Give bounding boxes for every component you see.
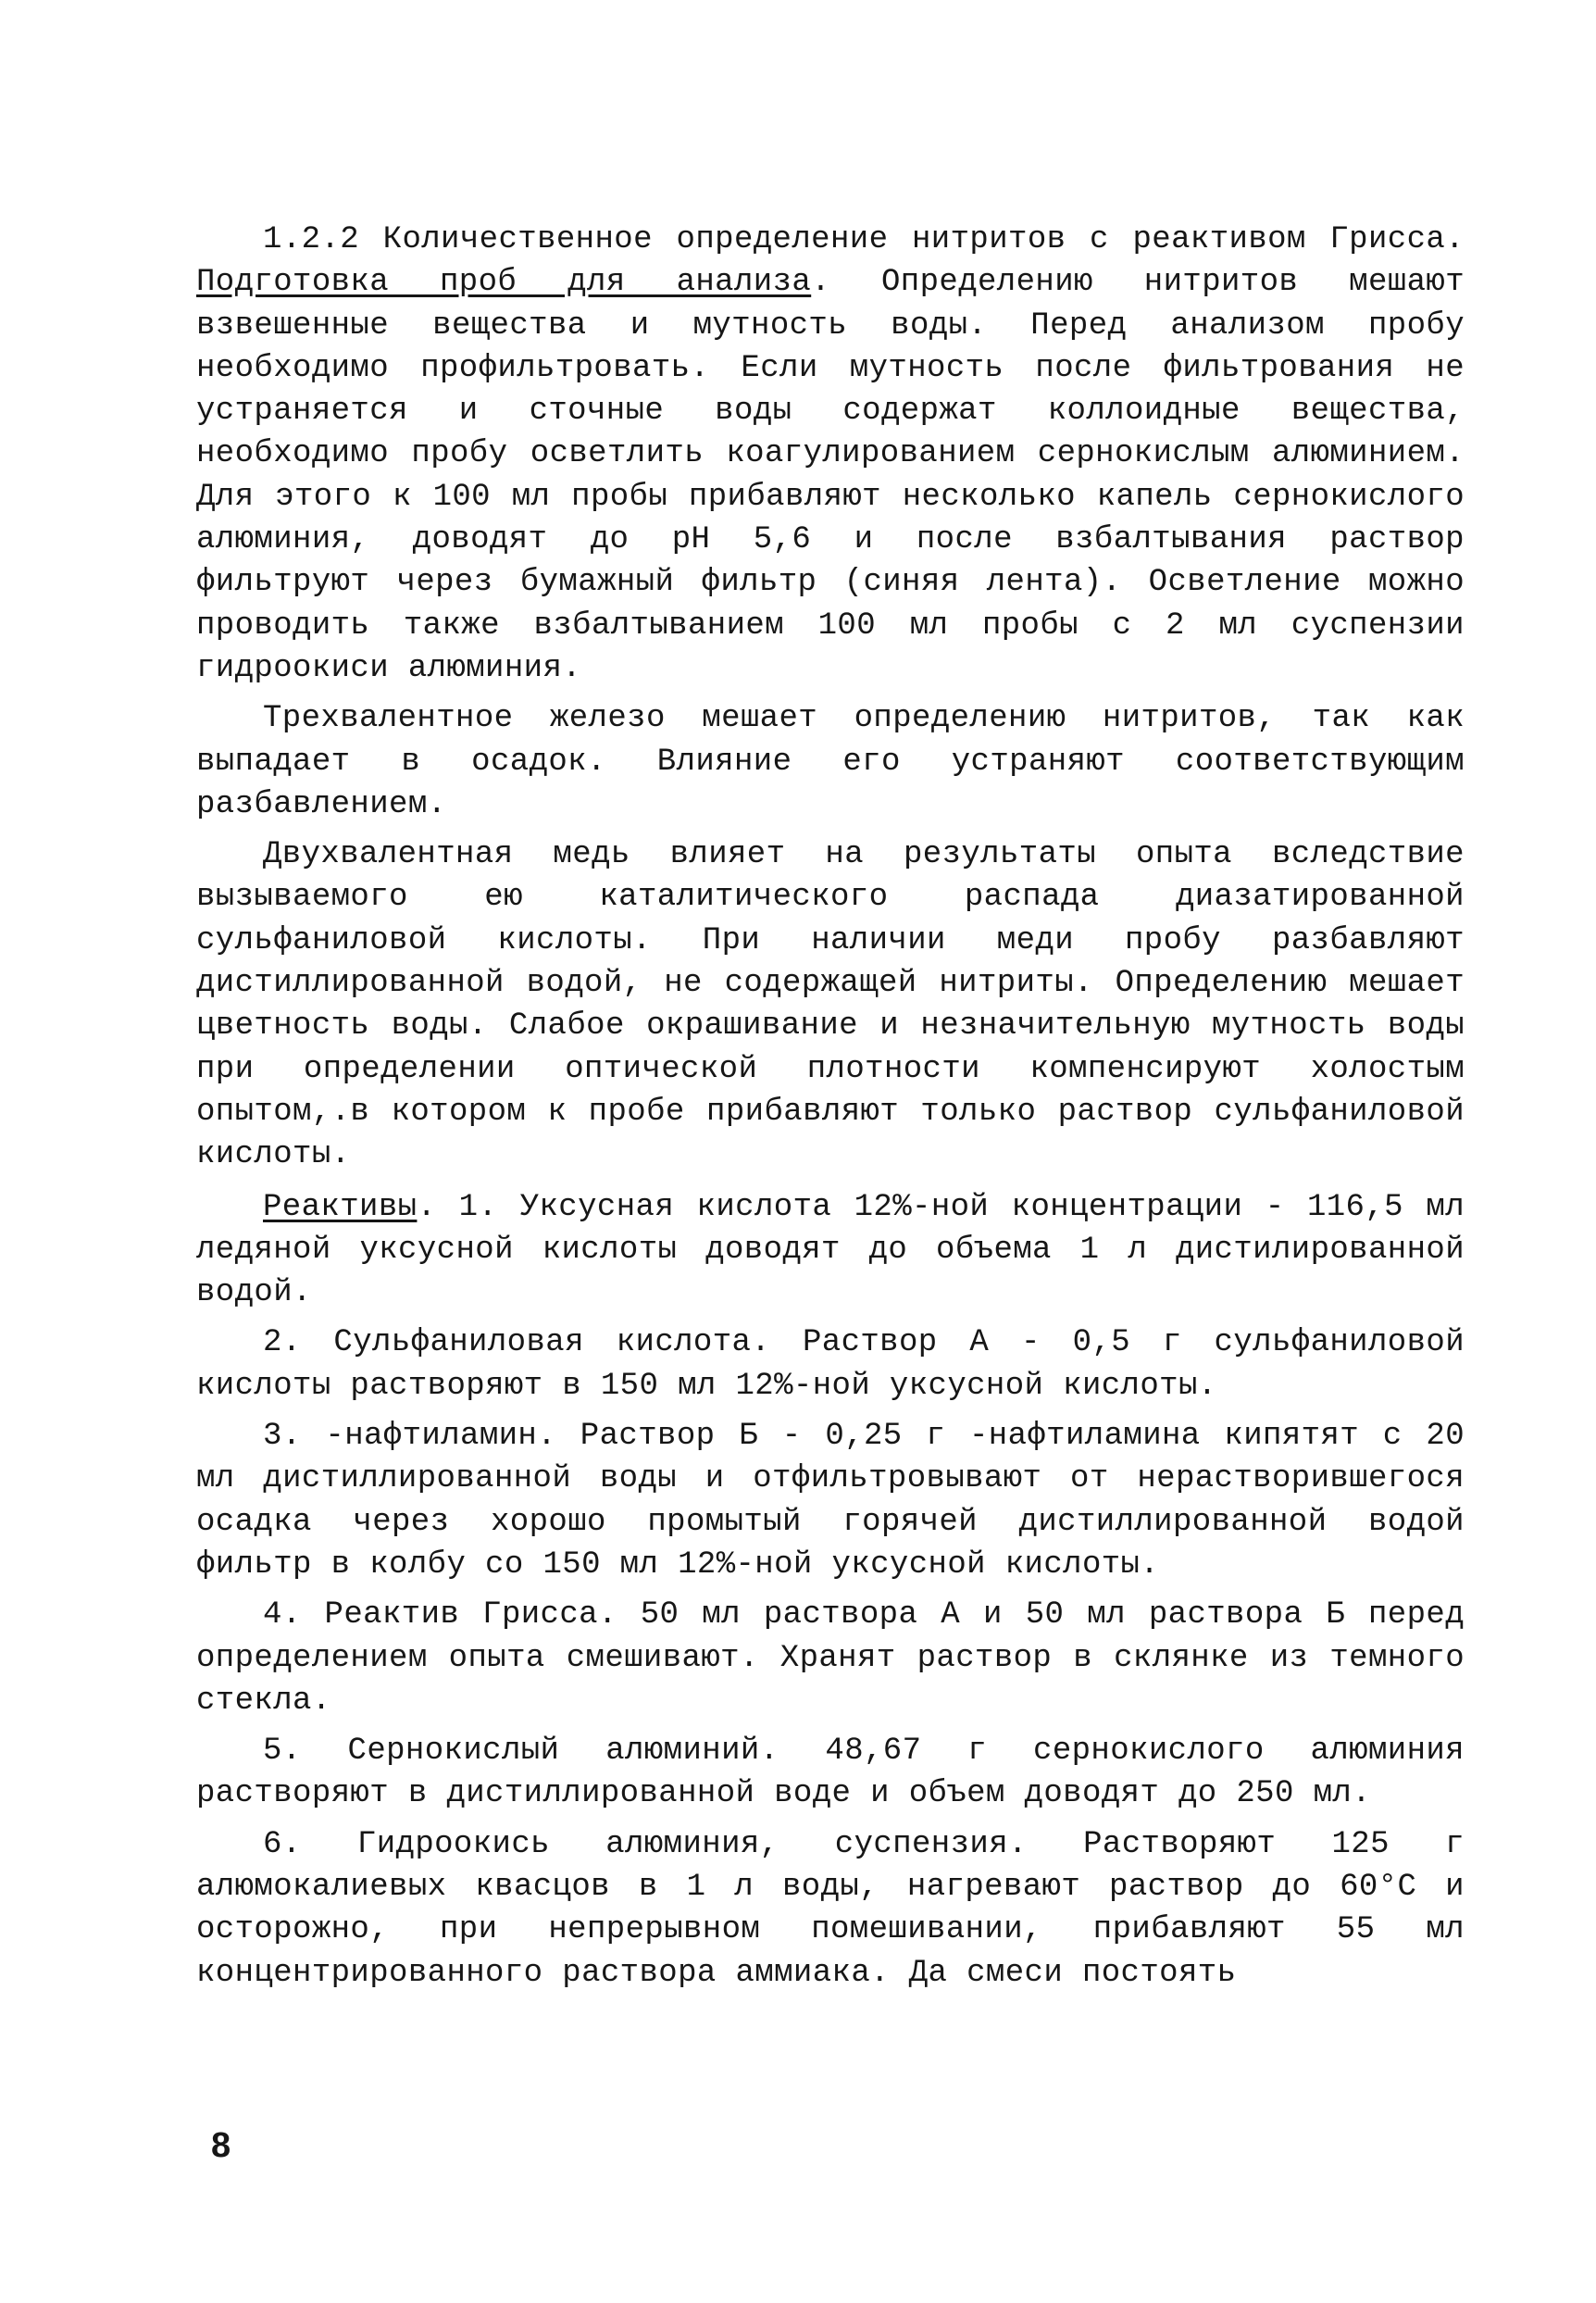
paragraph-iron-interference: Трехвалентное железо мешает определению нитритов, так как выпадает в осадок. Влияние его устраняют соответствующим разбавлением. [196,701,1465,822]
paragraph-aluminium-sulfate: 5. Сернокислый алюминий. 48,67 г сернокислого алюминия растворяют в дистиллированной воде и объем доводят до 250 мл. [196,1734,1465,1812]
paragraph-naphthylamine: 3. -нафтиламин. Раствор Б - 0,25 г -нафтиламина кипятят с 20 мл дистиллированной воды и отфильтровывают от нерастворившегося осадка через хорошо промытый горячей дистиллированной водой фильтр в колбу со 150 мл 12%-ной уксусной кислоты. [196,1419,1465,1583]
acetic-acid-text: . 1. Уксусная кислота 12%-ной концентрации - 116,5 мл ледяной уксусной кислоты доводят до объема 1 л дистилированной водой. [196,1189,1465,1311]
sample-preparation-text: . Определению нитритов мешают взвешенные вещества и мутность воды. Перед анализом пробу необходимо профильтровать. Если мутность после фильтрования не устраняется и сточные воды содержат коллоидные вещества, необходимо пробу осветлить коагулированием сернокислым алюминием. Для этого к 100 мл пробы прибавляют несколько капель сернокислого алюминия, доводят до pH 5,6 и после взбалтывания раствор фильтруют через бумажный фильтр (синяя лента). Осветление можно проводить также взбалтыванием 100 мл пробы с 2 мл суспензии гидроокиси алюминия. [196,265,1465,686]
paragraph-aluminium-hydroxide: 6. Гидроокись алюминия, суспензия. Растворяют 125 г алюмокалиевых квасцов в 1 л воды, нагревают раствор до 60°С и осторожно, при непрерывном помешивании, прибавляют 55 мл концентрированного раствора аммиака. Да смеси постоять [196,1826,1465,1991]
body-text [196,219,1465,1995]
paragraph-sulfanilic-acid: 2. Сульфаниловая кислота. Раствор А - 0,5 г сульфаниловой кислоты растворяют в 150 мл 12%-ной уксусной кислоты. [196,1325,1465,1404]
paragraph-griess-reagent: 4. Реактив Грисса. 50 мл раствора А и 50 мл раствора Б перед определением опыта смешивают. Хранят раствор в склянке из темного стекла. [196,1597,1465,1719]
sample-preparation-heading: Подготовка проб для анализа [196,265,812,301]
paragraph-reagents-acetic-acid [196,1186,1465,1315]
paragraph-copper-interference: Двухвалентная медь влияет на результаты опыта вследствие вызываемого ею каталитического распада диазатированной сульфаниловой кислоты. При наличии меди пробу разбавляют дистиллированной водой, не содержащей нитриты. Определению мешает цветность воды. Слабое окрашивание и незначительную мутность воды при определении оптической плотности компенсируют холостым опытом,.в котором к пробе прибавляют только раствор сульфаниловой кислоты. [196,837,1465,1173]
paragraph-nitrite-determination [196,219,1465,690]
section-heading-text: 1.2.2 Количественное определение нитритов с реактивом Грисса. [263,222,1465,257]
reagents-heading: Реактивы [263,1189,418,1225]
page-number: 8 [211,2126,231,2165]
